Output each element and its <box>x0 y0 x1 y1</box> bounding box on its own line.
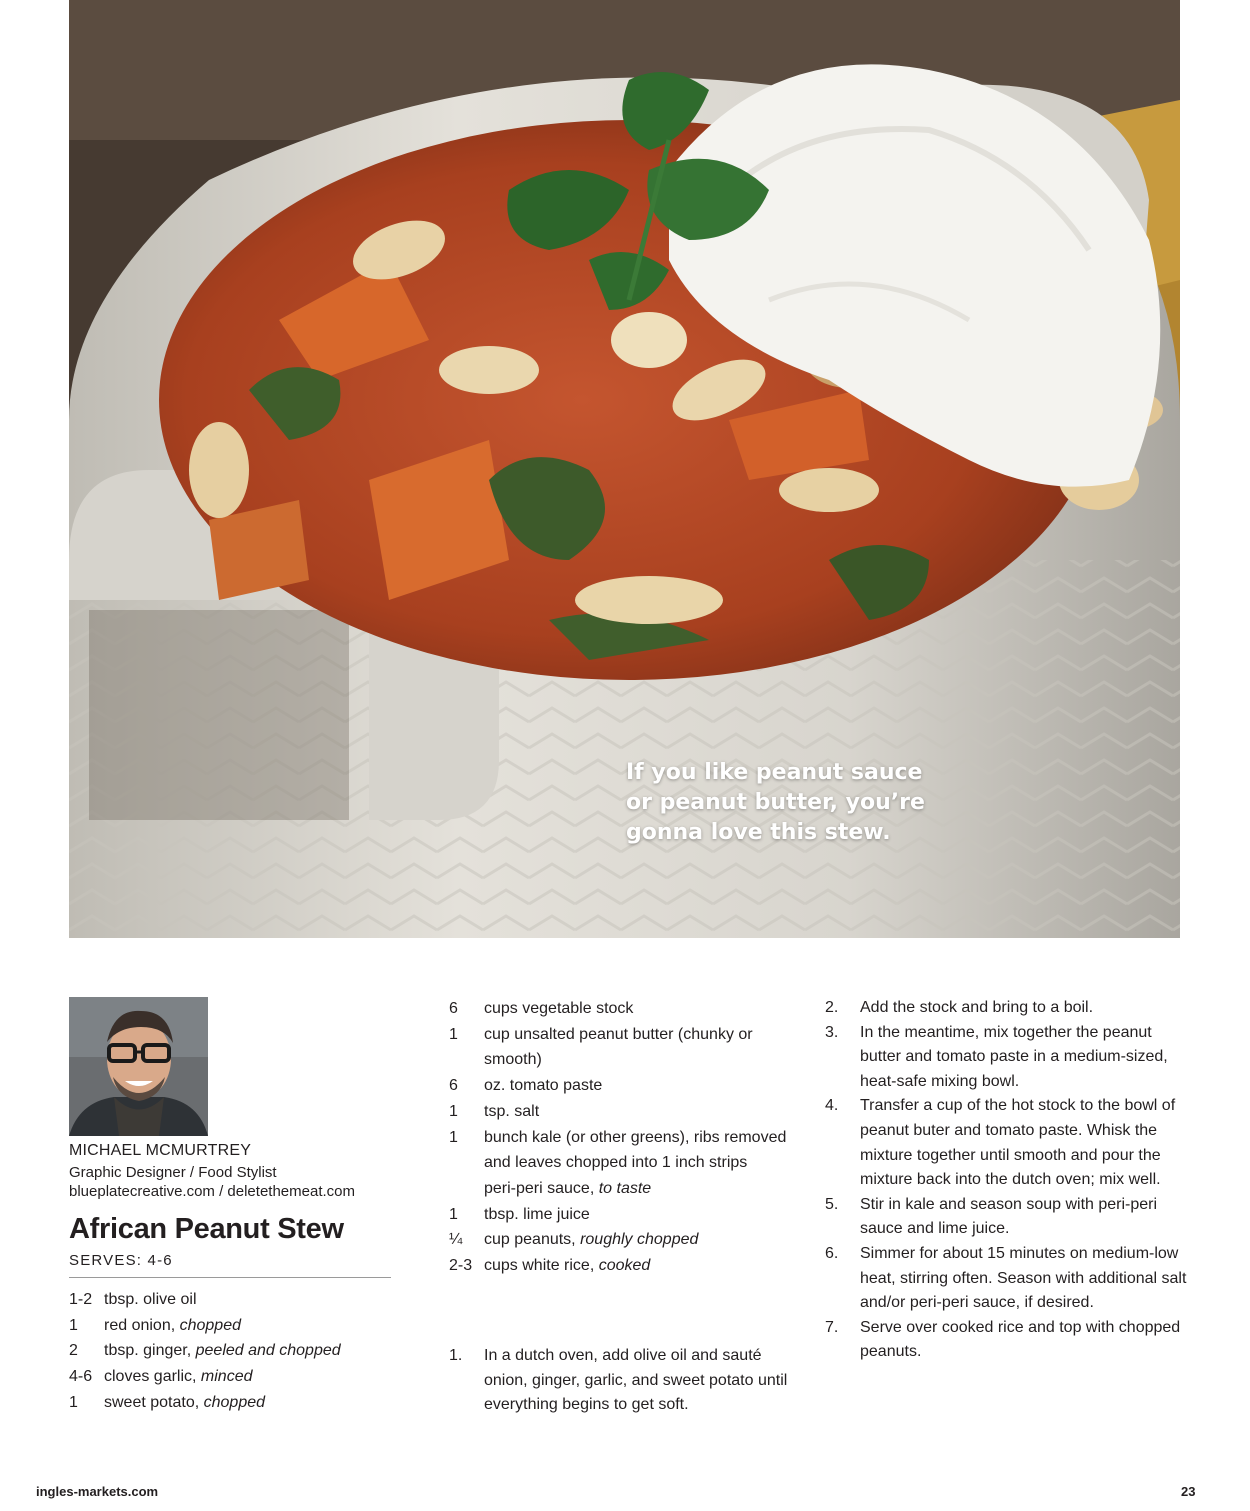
ingredient-item <box>449 1253 789 1279</box>
ingredient-item <box>449 1022 789 1073</box>
ingredient-note: to taste <box>598 1179 652 1197</box>
author-photo <box>69 997 208 1136</box>
step-number: 4. <box>825 1097 839 1115</box>
ingredient-qty: 2 <box>69 1342 78 1360</box>
ingredient-item <box>449 1073 789 1099</box>
ingredient-note: minced <box>200 1368 253 1386</box>
recipe-title: African Peanut Stew <box>69 1213 344 1245</box>
step-number: 5. <box>825 1195 839 1213</box>
instruction-step <box>825 1316 1195 1365</box>
ingredient-qty: 6 <box>449 1077 458 1095</box>
ingredient-qty: ¼ <box>449 1231 463 1249</box>
ingredient-note: chopped <box>179 1316 241 1334</box>
step-text: Add the stock and bring to a boil. <box>860 999 1094 1016</box>
tagline-line-3: gonna love this stew. <box>626 820 891 845</box>
ingredient-qty: 6 <box>449 1000 458 1017</box>
title-divider <box>69 1277 391 1278</box>
author-role: Graphic Designer / Food Stylist <box>69 1164 277 1181</box>
ingredient-qty: 1 <box>449 1025 458 1043</box>
ingredient-item <box>449 996 789 1022</box>
step-text: Stir in kale and season soup with peri-peri sauce and lime juice. <box>860 1195 1158 1238</box>
step-number: 2. <box>825 999 839 1016</box>
ingredient-text: bunch kale (or other greens), ribs removed and leaves chopped into 1 inch strips <box>484 1128 787 1172</box>
instruction-list-2 <box>825 996 1195 1365</box>
ingredient-text: cup unsalted peanut butter (chunky or smooth) <box>484 1025 753 1069</box>
step-number: 3. <box>825 1023 839 1041</box>
step-text: Transfer a cup of the hot stock to the bowl of peanut buter and tomato paste. Whisk the mixture together until smooth and pour the mixture back into the dutch oven; mix well. <box>860 1097 1176 1189</box>
ingredient-text: peri-peri sauce, <box>484 1179 599 1197</box>
author-portrait-icon <box>69 997 208 1136</box>
instruction-step <box>825 996 1195 1021</box>
hero-tagline <box>626 758 1046 848</box>
ingredient-qty: 1 <box>69 1393 78 1411</box>
ingredient-text: tbsp. olive oil <box>104 1291 197 1308</box>
ingredient-list-2 <box>449 996 789 1279</box>
tagline-line-2: or peanut butter, you’re <box>626 790 925 815</box>
instruction-step <box>825 1094 1195 1192</box>
ingredient-text: tbsp. lime juice <box>484 1205 590 1223</box>
author-websites: blueplatecreative.com / deletethemeat.com <box>69 1183 355 1200</box>
ingredient-item <box>69 1287 449 1313</box>
step-number: 1. <box>449 1347 463 1364</box>
ingredient-text: tbsp. ginger, <box>104 1342 196 1360</box>
ingredient-text: red onion, <box>104 1316 180 1334</box>
ingredient-item <box>449 1099 789 1125</box>
ingredient-note: roughly chopped <box>580 1231 699 1249</box>
ingredient-item <box>449 1176 789 1202</box>
instruction-step <box>449 1344 809 1418</box>
author-name: MICHAEL MCMURTREY <box>69 1142 252 1159</box>
ingredient-item <box>449 1202 789 1228</box>
ingredient-qty: 1 <box>449 1102 458 1120</box>
step-text: Simmer for about 15 minutes on medium-low heat, stirring often. Season with additional salt and/or peri-peri sauce, if desired. <box>860 1244 1187 1312</box>
ingredient-note: cooked <box>598 1257 651 1275</box>
ingredient-item <box>449 1227 789 1253</box>
ingredient-text: cups vegetable stock <box>484 1000 634 1017</box>
recipe-serves: SERVES: 4-6 <box>69 1252 173 1269</box>
ingredient-note: chopped <box>203 1393 266 1411</box>
ingredient-text: sweet potato, <box>104 1393 204 1411</box>
step-number: 7. <box>825 1318 839 1336</box>
ingredient-qty: 1-2 <box>69 1291 93 1308</box>
ingredient-note: peeled and chopped <box>195 1342 341 1360</box>
ingredient-qty: 1 <box>69 1316 78 1334</box>
hero-photo <box>69 0 1180 938</box>
step-text: In a dutch oven, add olive oil and sauté onion, ginger, garlic, and sweet potato until everything begins to get soft. <box>484 1347 788 1414</box>
instruction-step <box>825 1021 1195 1095</box>
ingredient-item <box>69 1390 449 1416</box>
tagline-line-1: If you like peanut sauce <box>626 760 923 785</box>
ingredient-text: cup peanuts, <box>484 1231 581 1249</box>
ingredient-item <box>449 1125 789 1176</box>
ingredient-qty: 4-6 <box>69 1368 93 1386</box>
ingredient-text: oz. tomato paste <box>484 1077 603 1095</box>
footer-website: ingles-markets.com <box>36 1484 159 1499</box>
ingredient-text: cups white rice, <box>484 1257 599 1275</box>
ingredient-item <box>69 1338 449 1364</box>
instruction-list-1 <box>449 1344 809 1418</box>
ingredient-item <box>69 1313 449 1339</box>
instruction-step <box>825 1193 1195 1242</box>
step-number: 6. <box>825 1244 839 1262</box>
ingredient-text: tsp. salt <box>484 1102 540 1120</box>
page-number: 23 <box>1181 1484 1196 1499</box>
ingredient-qty: 1 <box>449 1128 458 1146</box>
ingredient-text: cloves garlic, <box>104 1368 201 1386</box>
instruction-step <box>825 1242 1195 1316</box>
step-text: In the meantime, mix together the peanut butter and tomato paste in a medium-sized, heat-safe mixing bowl. <box>860 1023 1168 1090</box>
ingredient-qty: 2-3 <box>449 1257 473 1275</box>
ingredient-list-1 <box>69 1287 449 1416</box>
step-text: Serve over cooked rice and top with chopped peanuts. <box>860 1318 1181 1361</box>
ingredient-item <box>69 1364 449 1390</box>
ingredient-qty: 1 <box>449 1205 458 1223</box>
